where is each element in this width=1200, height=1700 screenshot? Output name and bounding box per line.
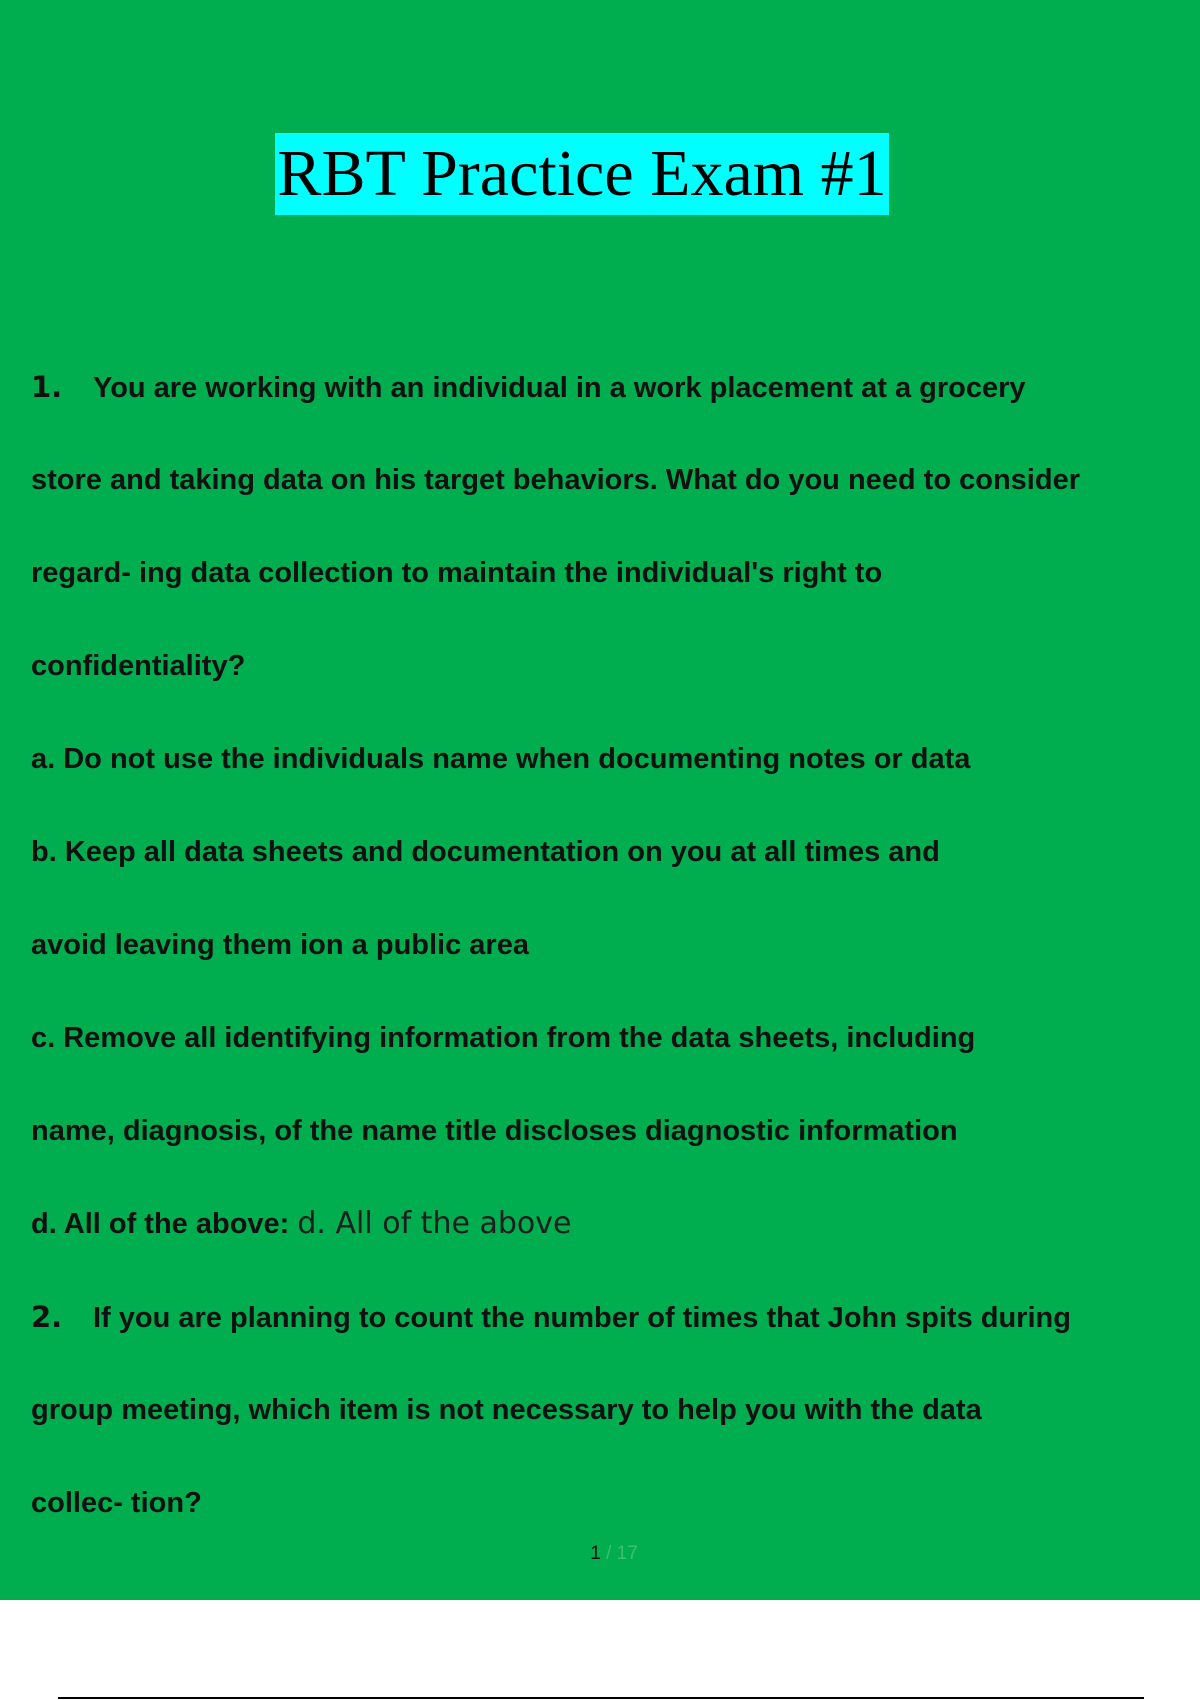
question-2-line-3: collec- tion? — [31, 1487, 202, 1519]
question-1-line-2: store and taking data on his target behaviors. What do you need to consider — [31, 464, 1080, 496]
question-2-text: If you are planning to count the number of times that John spits during — [93, 1302, 1071, 1334]
exam-title: RBT Practice Exam #1 — [275, 133, 888, 215]
question-2-line-2: group meeting, which item is not necessary to help you with the data — [31, 1394, 982, 1426]
page-indicator — [14, 1543, 1200, 1565]
question-1-option-a: a. Do not use the individuals name when documenting notes or data — [31, 743, 971, 775]
page-current: 1 — [590, 1543, 601, 1564]
question-2-number: 2. — [31, 1300, 63, 1334]
question-1-option-c: c. Remove all identifying information from the data sheets, including — [31, 1022, 976, 1054]
question-1-line-4: confidentiality? — [31, 650, 246, 682]
question-2-line-1 — [31, 1290, 1191, 1383]
question-1-line-1 — [31, 360, 1191, 453]
question-1-option-b: b. Keep all data sheets and documentation on you at all times and — [31, 836, 940, 868]
question-1-option-d-label: d. All of the above: — [31, 1208, 290, 1240]
question-1-option-b-continued: avoid leaving them ion a public area — [31, 929, 529, 961]
title-container — [0, 133, 1200, 215]
question-1-answer: d. All of the above — [297, 1206, 572, 1241]
question-1-line-3: regard- ing data collection to maintain the individual's right to — [31, 557, 883, 589]
page-total: / 17 — [606, 1543, 638, 1564]
questions-content — [31, 360, 1191, 1569]
question-1-option-d — [31, 1197, 1191, 1290]
question-1-text: You are working with an individual in a work placement at a grocery — [93, 372, 1026, 404]
page-divider — [58, 1697, 1144, 1699]
question-1-number: 1. — [31, 370, 63, 404]
question-1-option-c-continued: name, diagnosis, of the name title discloses diagnostic information — [31, 1115, 958, 1147]
